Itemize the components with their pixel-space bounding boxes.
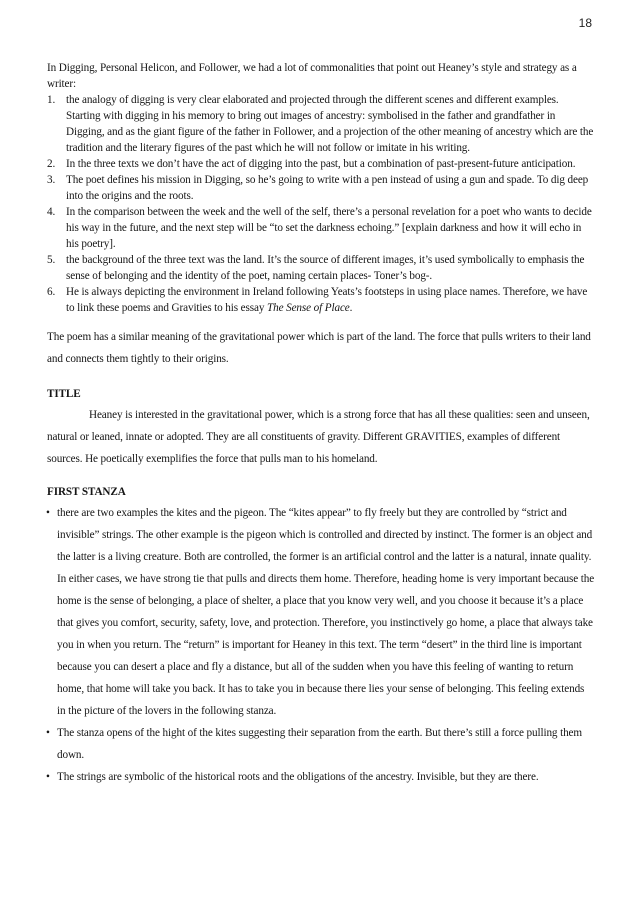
- bullet-item: [47, 722, 595, 766]
- first-stanza-heading: FIRST STANZA: [47, 486, 126, 498]
- bullet-icon: •: [46, 507, 50, 519]
- list-number: 6.: [47, 286, 56, 298]
- bullet-item: [47, 502, 595, 722]
- list-item-text: He is always depicting the environment in Ireland following Yeats’s footsteps in using place names. Therefore, we have to link these poems and Gravities to his essay: [66, 286, 588, 314]
- list-number: 2.: [47, 158, 56, 170]
- list-number: 3.: [47, 174, 56, 186]
- list-item-text: In the three texts we don’t have the act of digging into the past, but a combination of past-present-future anticipation.: [66, 158, 576, 170]
- essay-title: The Sense of Place: [267, 302, 350, 314]
- list-item: [47, 92, 595, 156]
- document-body: [47, 60, 595, 788]
- list-item-text: The poet defines his mission in Digging, so he’s going to write with a pen instead of using a gun and spade. To dig deep into the origins and the roots.: [66, 174, 589, 202]
- gravity-paragraph: The poem has a similar meaning of the gravitational power which is part of the land. The force that pulls writers to their land and connects them tightly to their origins.: [47, 331, 591, 365]
- page-number: 18: [578, 16, 592, 30]
- intro-paragraph: In Digging, Personal Helicon, and Follower, we had a lot of commonalities that point out Heaney’s style and strategy as a writer:: [47, 62, 577, 90]
- list-item-suffix: .: [349, 302, 353, 314]
- title-paragraph: Heaney is interested in the gravitational power, which is a strong force that has all these qualities: seen and unseen, natural or leaned, innate or adopted. They are all constituents of gravity. Different GRAVITIES, examples of different sources. He poetically exemplifies the force that pulls man to his homeland.: [47, 409, 590, 465]
- list-number: 1.: [47, 94, 56, 106]
- bullet-icon: •: [46, 727, 50, 739]
- list-number: 5.: [47, 254, 56, 266]
- commonalities-list: [47, 92, 595, 316]
- list-item: [47, 156, 595, 172]
- bullet-text: The strings are symbolic of the historical roots and the obligations of the ancestry. Invisible, but they are there.: [57, 771, 539, 783]
- list-item: [47, 172, 595, 204]
- list-item: [47, 284, 595, 316]
- list-number: 4.: [47, 206, 56, 218]
- list-item-text: the analogy of digging is very clear elaborated and projected through the different scenes and different examples. Starting with digging in his memory to bring out images of ancestry: symbolised in the father and grandfather in Digging, and as the giant figure of the father in Follower, and a projection of the other meaning of ancestry which are the tradition and the literary figures of the past which he will not follow or imitate in his writing.: [66, 94, 594, 154]
- list-item: [47, 204, 595, 252]
- title-heading: TITLE: [47, 388, 81, 400]
- bullet-text: there are two examples the kites and the pigeon. The “kites appear” to fly freely but they are controlled by “strict and invisible” strings. The other example is the pigeon which is controlled and directed by instinct. The former is an object and the latter is a living creature. Both are controlled, the former is an artificial control and the latter is a natural, innate quality. In either cases, we have strong tie that pulls and directs them home. Therefore, heading home is very important because the home is the sense of belonging, a place of shelter, a place that you know very well, and you choose it because it’s a place that gives you comfort, security, safety, love, and protection. Therefore, you instinctively go home, a place that always take you in when you return. The “return” is important for Heaney in this text. The term “desert” in the third line is important because you can desert a place and fly a distance, but all of the sudden when you have this feeling of wanting to return home, that home will take you back. It has to take you in because there lies your sense of belonging. This feeling extends in the picture of the lovers in the following stanza.: [57, 507, 595, 717]
- bullet-icon: •: [46, 771, 50, 783]
- list-item-text: the background of the three text was the land. It’s the source of different images, it’s used symbolically to emphasis the sense of belonging and the identity of the poet, naming certain places- Toner’s bog-.: [66, 254, 585, 282]
- bullet-text: The stanza opens of the hight of the kites suggesting their separation from the earth. But there’s still a force pulling them down.: [57, 727, 582, 761]
- first-stanza-bullets: [47, 502, 595, 788]
- list-item: [47, 252, 595, 284]
- list-item-text: In the comparison between the week and the well of the self, there’s a personal revelation for a poet who wants to decide his way in the future, and the next step will be “to set the darkness echoing.” [explain darkness and how it will echo in his poetry].: [66, 206, 592, 250]
- bullet-item: [47, 766, 595, 788]
